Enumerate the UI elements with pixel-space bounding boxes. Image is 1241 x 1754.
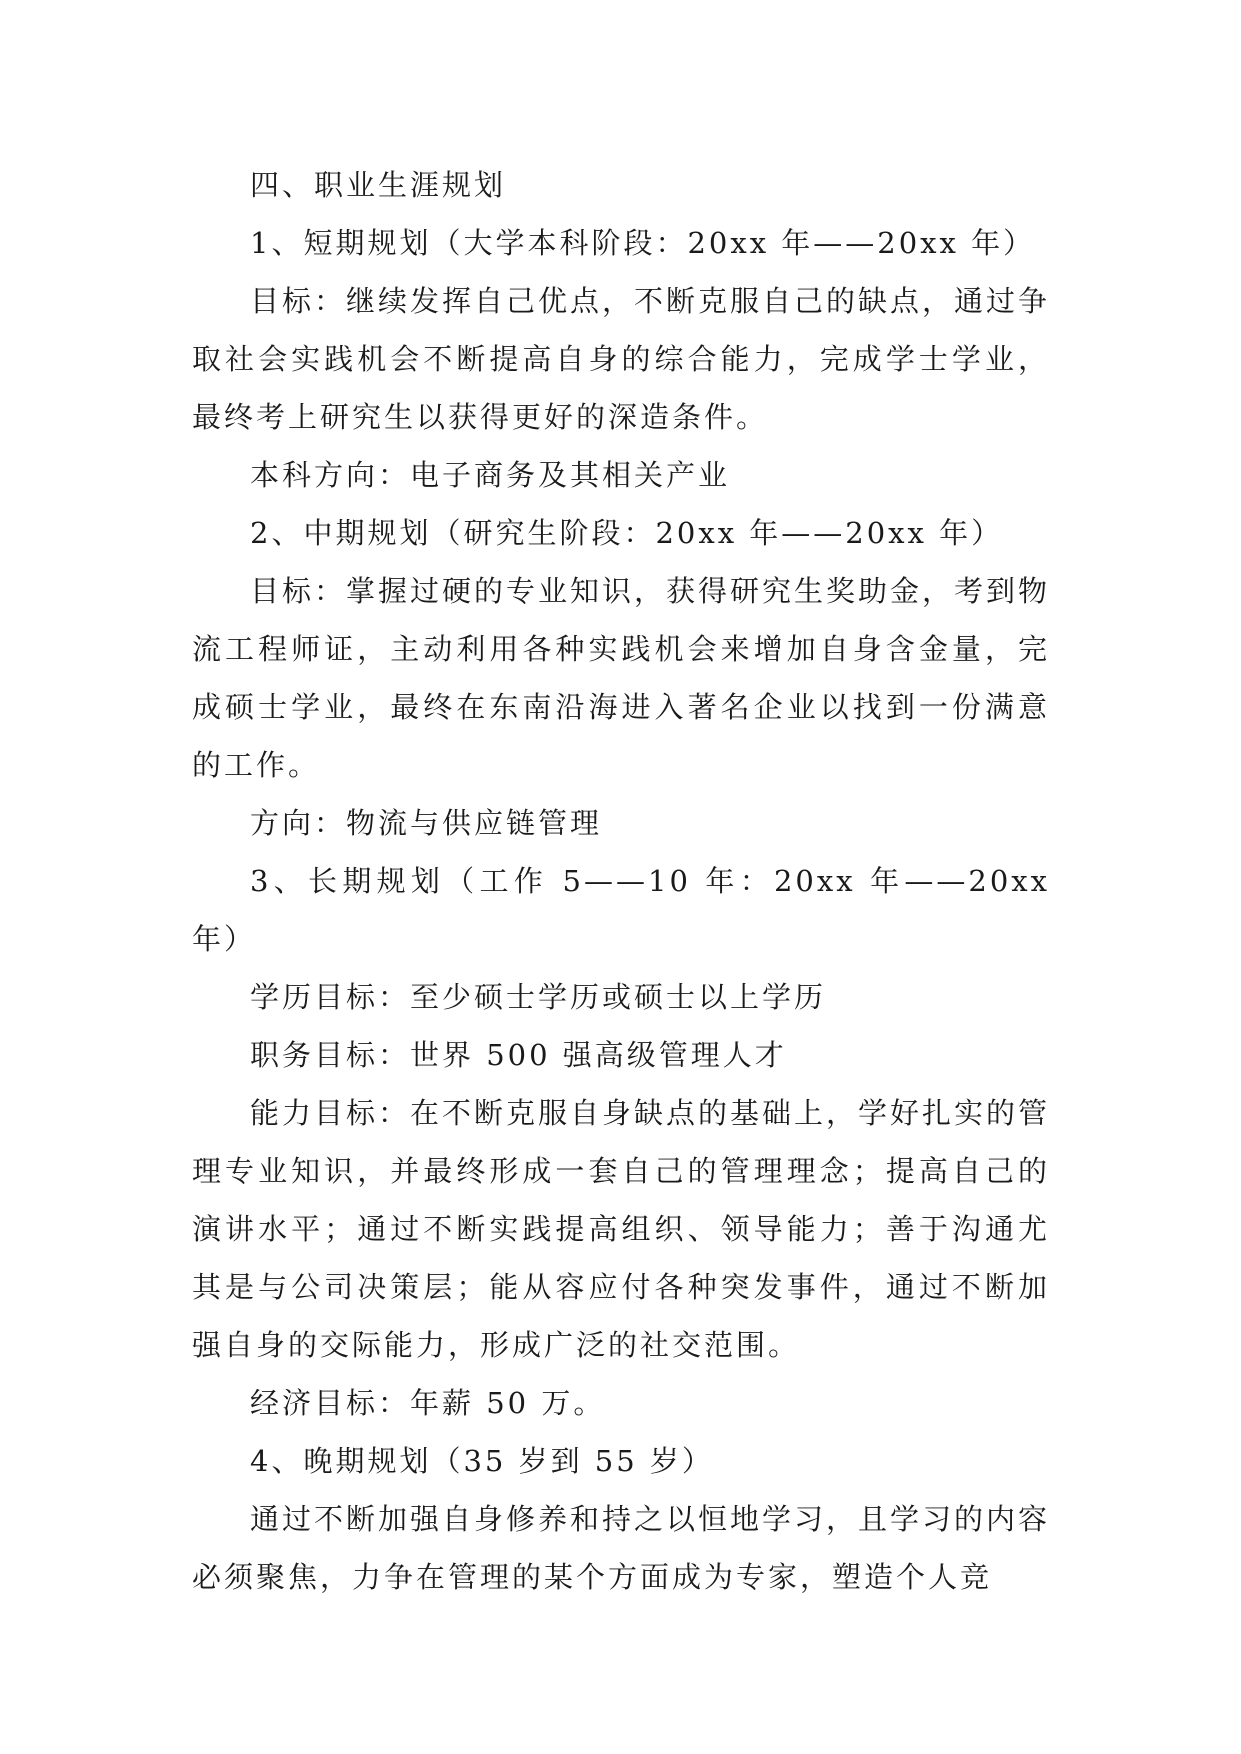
- education-goal-paragraph: 学历目标：至少硕士学历或硕士以上学历: [250, 980, 827, 1014]
- late-stage-paragraph: 通过不断加强自身修养和持之以恒地学习，且学习的内容必须聚焦，力争在管理的某个方面成为专家，塑造个人竞: [192, 1502, 1051, 1594]
- position-goal-paragraph: 职务目标：世界 500 强高级管理人才: [250, 1038, 787, 1072]
- document-body: [192, 156, 1050, 1606]
- long-term-plan-heading: 3、长期规划（工作 5——10 年：20xx 年——20xx 年）: [192, 864, 1050, 956]
- mid-term-plan-heading: 2、中期规划（研究生阶段：20xx 年——20xx 年）: [250, 516, 1004, 550]
- short-term-plan-heading: 1、短期规划（大学本科阶段：20xx 年——20xx 年）: [250, 226, 1036, 260]
- ability-goal-paragraph: 能力目标：在不断克服自身缺点的基础上，学好扎实的管理专业知识，并最终形成一套自己的管理理念；提高自己的演讲水平；通过不断实践提高组织、领导能力；善于沟通尤其是与公司决策层；能从容应付各种突发事件，通过不断加强自身的交际能力，形成广泛的社交范围。: [192, 1096, 1051, 1362]
- economic-goal-paragraph: 经济目标：年薪 50 万。: [250, 1386, 606, 1420]
- short-term-goal-paragraph: 目标：继续发挥自己优点，不断克服自己的缺点，通过争取社会实践机会不断提高自身的综合能力，完成学士学业，最终考上研究生以获得更好的深造条件。: [192, 284, 1051, 434]
- undergraduate-direction-paragraph: 本科方向：电子商务及其相关产业: [250, 458, 731, 492]
- late-stage-plan-heading: 4、晚期规划（35 岁到 55 岁）: [250, 1444, 714, 1478]
- section-heading-career-planning: 四、职业生涯规划: [250, 168, 507, 202]
- mid-term-goal-paragraph: 目标：掌握过硬的专业知识，获得研究生奖助金，考到物流工程师证，主动利用各种实践机会来增加自身含金量，完成硕士学业，最终在东南沿海进入著名企业以找到一份满意的工作。: [192, 574, 1051, 782]
- graduate-direction-paragraph: 方向：物流与供应链管理: [250, 806, 603, 840]
